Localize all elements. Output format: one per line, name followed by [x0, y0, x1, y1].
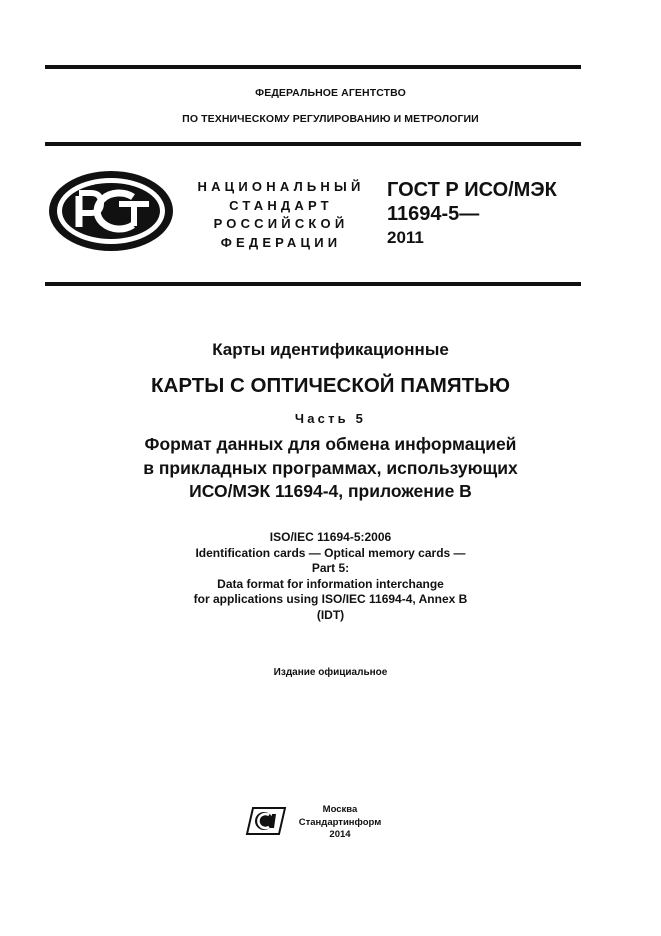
- english-line-6: (IDT): [316, 607, 345, 622]
- publisher-city: Москва: [322, 804, 358, 815]
- edition-note: Издание официальное: [273, 667, 388, 678]
- english-line-5: for applications using ISO/IEC 11694-4, Annex B: [193, 592, 468, 607]
- national-standard-line-2: СТАНДАРТ: [229, 197, 333, 213]
- english-line-4: Data format for information interchange: [217, 576, 444, 591]
- publisher-name: Стандартинформ: [298, 816, 382, 828]
- header-rule-bottom: [45, 282, 581, 286]
- national-standard-line-4: ФЕДЕРАЦИИ: [220, 234, 342, 250]
- subtitle-line-3: ИСО/МЭК 11694-4, приложение В: [189, 481, 472, 501]
- standartinform-logo-icon: [245, 806, 287, 836]
- top-rule: [45, 65, 581, 69]
- english-title-block: [0, 530, 661, 624]
- agency-line-1: ФЕДЕРАЛЬНОЕ АГЕНТСТВО: [255, 87, 406, 99]
- national-standard-line-3: РОССИЙСКОЙ: [213, 216, 349, 231]
- english-line-1: ISO/IEC 11694-5:2006: [269, 530, 392, 544]
- designation-year: 2011: [387, 228, 424, 247]
- title-line-1: Карты идентификационные: [212, 340, 449, 359]
- english-line-2: Identification cards — Optical memory cards —: [195, 545, 466, 560]
- designation-line-1: ГОСТ Р ИСО/МЭК: [387, 179, 557, 201]
- national-standard-line-1: НАЦИОНАЛЬНЫЙ: [197, 179, 365, 194]
- title-line-2: КАРТЫ С ОПТИЧЕСКОЙ ПАМЯТЬЮ: [151, 374, 510, 397]
- rst-mark-icon: [47, 169, 175, 253]
- subtitle-line-1: Формат данных для обмена информацией: [144, 434, 517, 454]
- publisher-imprint: [298, 804, 382, 842]
- publisher-year: 2014: [329, 829, 351, 840]
- national-standard-label: [186, 178, 376, 252]
- part-label: Часть 5: [294, 411, 367, 426]
- subtitle: [0, 433, 661, 504]
- standard-designation: [387, 178, 557, 226]
- designation-line-2: 11694-5—: [387, 203, 480, 225]
- english-line-3: Part 5:: [311, 561, 350, 576]
- header-rule-top: [45, 142, 581, 146]
- agency-line-2: ПО ТЕХНИЧЕСКОМУ РЕГУЛИРОВАНИЮ И МЕТРОЛОГИИ: [182, 113, 479, 125]
- subtitle-line-2: в прикладных программах, использующих: [143, 457, 518, 478]
